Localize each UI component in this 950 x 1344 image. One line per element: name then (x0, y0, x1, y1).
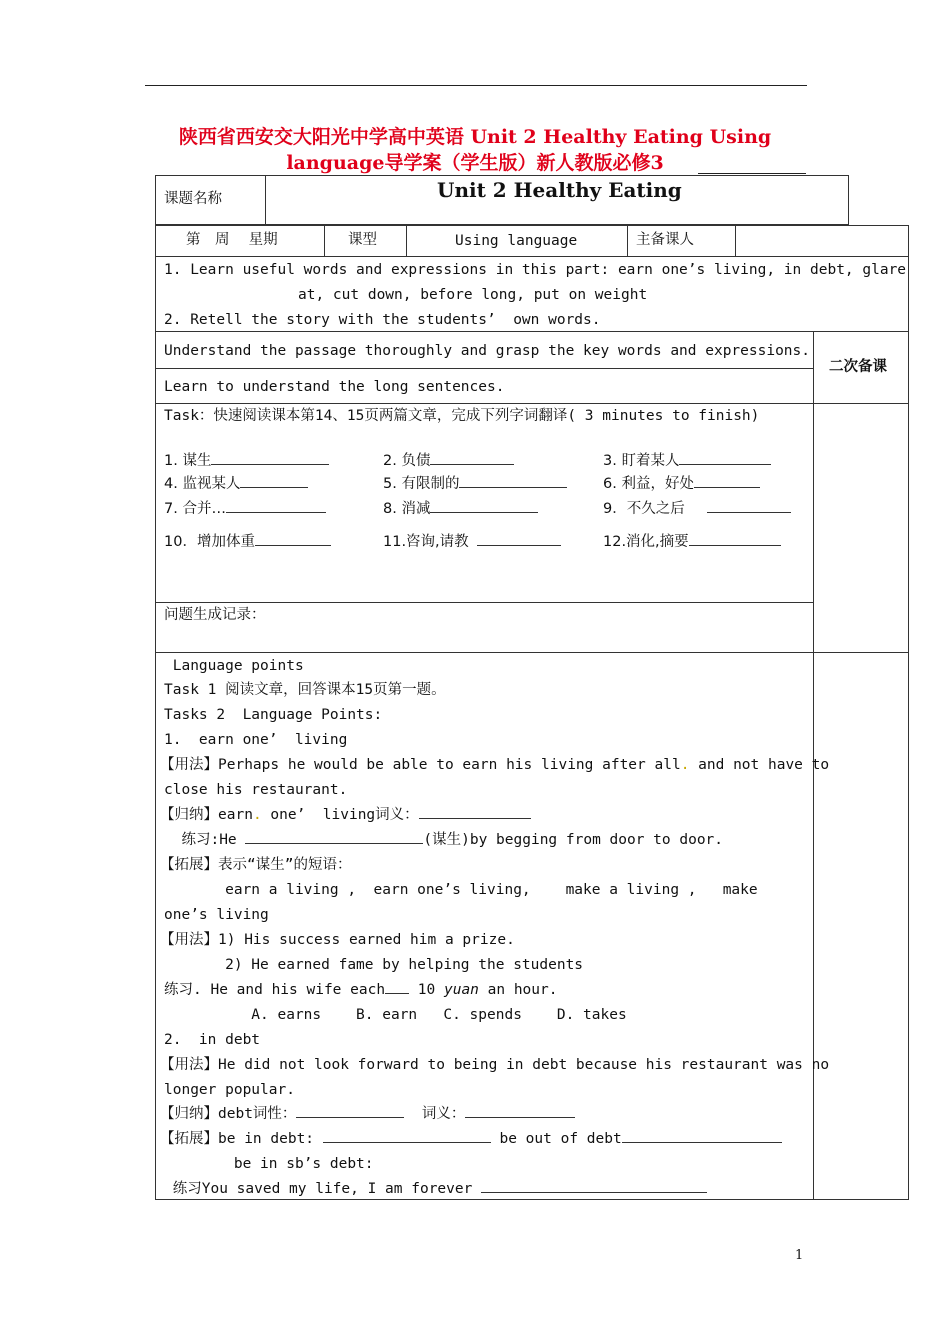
extend-line-5: be in sb’s debt: (164, 1156, 374, 1172)
answer-blank[interactable] (296, 1103, 404, 1118)
vocab-item-5: 5. 有限制的 (383, 472, 567, 497)
vocab-item-6: 6. 利益，好处 (603, 472, 760, 497)
usage-line-3: 【用法】He did not look forward to being in debt because his restaurant was no (160, 1057, 830, 1073)
extend-line-3: one’s living (164, 907, 269, 923)
teacher-label: 主备课人 (636, 232, 694, 248)
answer-blank[interactable] (430, 450, 514, 465)
type-value: Using language (455, 233, 578, 249)
answer-blank[interactable] (459, 473, 567, 488)
vocab-item-1: 1. 谋生 (164, 449, 329, 474)
point1-title: 1. earn one’ living (164, 732, 348, 748)
vocab-item-11: 11.咨询,请教 (383, 530, 561, 555)
document-title-line1: 陕西省西安交大阳光中学高中英语 Unit 2 Healthy Eating Using (178, 126, 772, 148)
course-label: 课题名称 (164, 191, 222, 207)
answer-blank[interactable] (255, 531, 331, 546)
vocab-item-9: 9．不久之后 (603, 497, 791, 522)
extend-line-1: 【拓展】表示“谋生”的短语： (160, 857, 352, 873)
extend-line-2: earn a living , earn one’s living, make a living , make (164, 882, 758, 898)
answer-blank[interactable] (679, 450, 771, 465)
answer-blank[interactable] (385, 979, 409, 994)
page-number: 1 (795, 1248, 804, 1263)
answer-blank[interactable] (245, 829, 423, 844)
key-points: Understand the passage thoroughly and grasp the key words and expressions. (164, 343, 811, 359)
vocab-item-4: 4. 监视某人 (164, 472, 308, 497)
answer-blank[interactable] (323, 1128, 491, 1143)
usage-line-2: close his restaurant. (164, 782, 348, 798)
difficult-points: Learn to understand the long sentences. (164, 379, 505, 395)
header-rule (145, 85, 807, 86)
task-instruction: Task：快速阅读课本第14、15页两篇文章，完成下列字词翻译( 3 minutes to finish) (164, 408, 760, 424)
task-box (155, 403, 909, 653)
practice-line-1: 练习:He (谋生)by begging from door to door. (164, 828, 723, 853)
summary-line-2: 【归纳】debt词性： 词义： (160, 1102, 575, 1127)
answer-blank[interactable] (694, 473, 760, 488)
vocab-item-7: 7. 合并… (164, 497, 326, 522)
objective-line-3: 2. Retell the story with the students’ own words. (164, 312, 601, 328)
practice-options: A. earns B. earn C. spends D. takes (164, 1007, 627, 1023)
answer-blank[interactable] (211, 450, 329, 465)
answer-blank[interactable] (477, 531, 561, 546)
title-underline (698, 173, 806, 174)
practice-line-2: 练习. He and his wife each 10 yuan an hour. (164, 978, 557, 1003)
vocab-item-2: 2. 负债 (383, 449, 514, 474)
vocab-item-8: 8. 消减 (383, 497, 538, 522)
answer-blank[interactable] (481, 1178, 707, 1193)
answer-blank[interactable] (240, 473, 308, 488)
objective-line-2: at, cut down, before long, put on weight (298, 287, 648, 303)
lang-heading: Language points (164, 658, 304, 674)
answer-blank[interactable] (226, 498, 326, 513)
vocab-item-10: 10．增加体重 (164, 530, 331, 555)
answer-blank[interactable] (622, 1128, 782, 1143)
answer-blank[interactable] (430, 498, 538, 513)
answer-blank[interactable] (419, 804, 531, 819)
answer-blank[interactable] (465, 1103, 575, 1118)
document-title-line2: language导学案（学生版）新人教版必修3 (286, 152, 664, 174)
usage-line-1: 【用法】Perhaps he would be able to earn his living after all. and not have to (160, 757, 830, 773)
week-label: 第 周 星期 (186, 232, 278, 248)
vocab-item-12: 12.消化,摘要 (603, 530, 781, 555)
summary-line-1: 【归纳】earn. one’ living词义： (160, 803, 531, 828)
problem-record-label: 问题生成记录： (164, 607, 266, 623)
practice-line-3: 练习You saved my life, I am forever (164, 1177, 707, 1202)
usage-example-2: 2) He earned fame by helping the students (164, 957, 584, 973)
usage-example-1: 【用法】1) His success earned him a prize. (160, 932, 515, 948)
objective-line-1: 1. Learn useful words and expressions in this part: earn one’s living, in debt, glare (164, 262, 907, 278)
answer-blank[interactable] (707, 498, 791, 513)
type-label: 课型 (348, 232, 377, 248)
second-prep-label: 二次备课 (829, 359, 887, 375)
answer-blank[interactable] (689, 531, 781, 546)
point2-title: 2. in debt (164, 1032, 261, 1048)
vocab-item-3: 3. 盯着某人 (603, 449, 771, 474)
task2-line: Tasks 2 Language Points: (164, 707, 383, 723)
usage-line-4: longer popular. (164, 1082, 295, 1098)
extend-line-4: 【拓展】be in debt: be out of debt (160, 1127, 782, 1152)
course-name: Unit 2 Healthy Eating (437, 178, 682, 202)
task1-line: Task 1 阅读文章，回答课本15页第一题。 (164, 682, 446, 698)
